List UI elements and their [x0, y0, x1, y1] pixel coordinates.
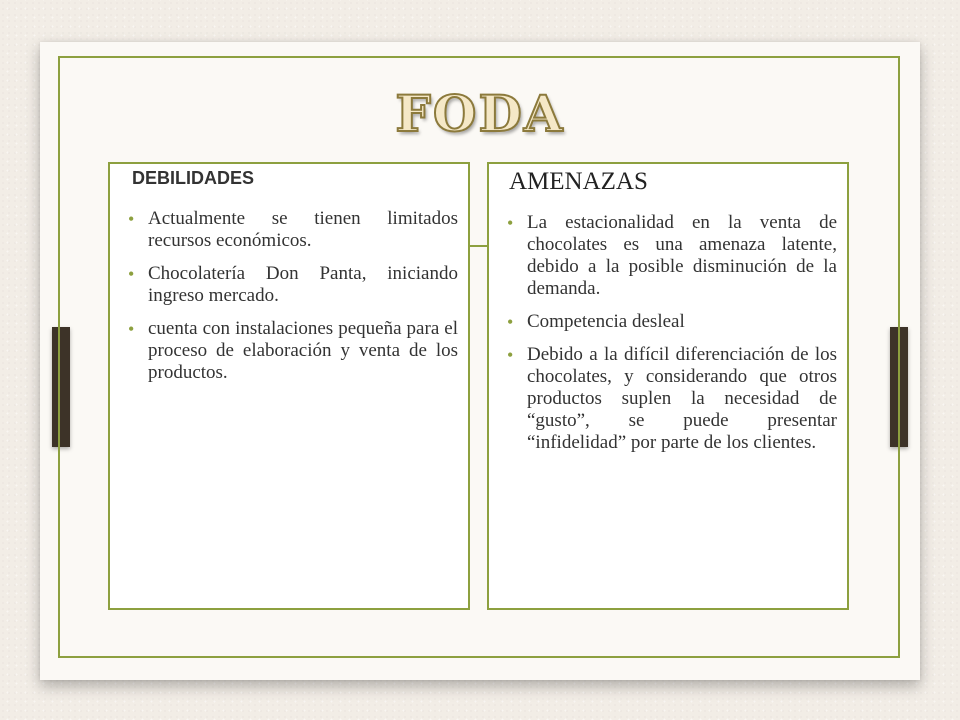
list-item-text: cuenta con instalaciones pequeña para el proceso de elaboración y venta de los productos. [148, 318, 458, 383]
list-item [120, 208, 458, 252]
amenazas-box [487, 162, 849, 610]
list-item [499, 212, 837, 300]
bullet-dot-icon: • [507, 312, 514, 332]
debilidades-heading: DEBILIDADES [132, 168, 255, 188]
bullet-dot-icon: • [128, 209, 135, 229]
connector-line [470, 245, 487, 247]
bullet-dot-icon: • [507, 213, 514, 233]
list-item [120, 263, 458, 307]
list-item [499, 344, 837, 454]
list-item-text: Competencia desleal [527, 311, 685, 332]
amenazas-heading: AMENAZAS [509, 168, 648, 195]
list-item-text: Actualmente se tienen limitados recursos económicos. [148, 208, 458, 251]
list-item-text: Debido a la difícil diferenciación de los chocolates, y considerando que otros productos suplen la necesidad de “gusto”, se puede presentar “infidelidad” por parte de los clientes. [527, 344, 837, 453]
debilidades-list [120, 208, 458, 395]
bullet-dot-icon: • [128, 319, 135, 339]
bullet-dot-icon: • [507, 345, 514, 365]
amenazas-list [499, 212, 837, 465]
list-item [499, 311, 837, 333]
list-item-text: Chocolatería Don Panta, iniciando ingreso mercado. [148, 263, 458, 306]
slide-title: FODA [395, 84, 565, 143]
list-item-text: La estacionalidad en la venta de chocolates es una amenaza latente, debido a la posible disminución de la demanda. [527, 212, 837, 299]
debilidades-box [108, 162, 470, 610]
bullet-dot-icon: • [128, 264, 135, 284]
list-item [120, 318, 458, 384]
